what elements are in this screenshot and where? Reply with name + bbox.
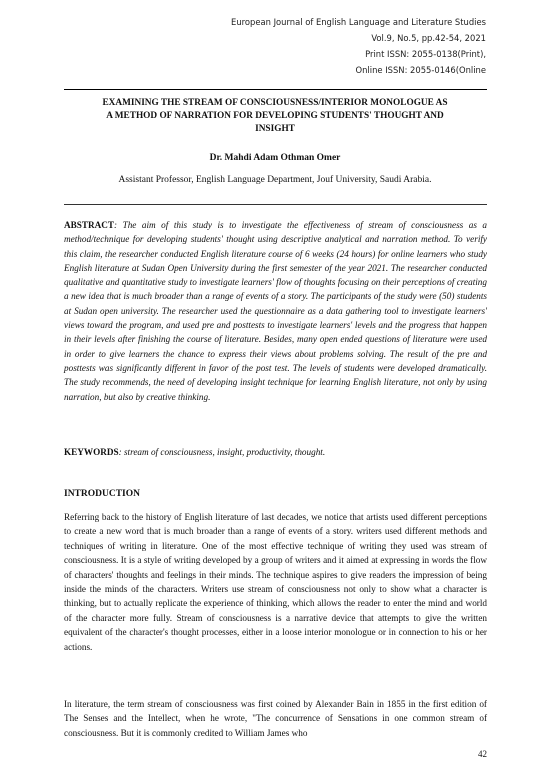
journal-name: European Journal of English Language and Literature Studies xyxy=(231,17,486,27)
abstract-text: : The aim of this study is to investigate the effectiveness of stream of consciousness as a method/technique for developing students' thought using descriptive analytical and narration method. To verify this claim, the researcher conducted English literature course of 6 weeks (24 hours) for online learners who study English literature at Sudan Open University during the first semester of the year 2021. The researcher conducted qualitative and quantitative study to investigate learners' flow of thoughts focusing on their perceptions of creating a new idea that is much broader than a range of events of a story. The participants of the study were (50) students at Sudan open university. The researcher used the questionnaire as a data gathering tool to investigate learners' views toward the program, and used pre and posttests to investigate learners' levels and the progress that happen in their levels after finishing the course of literature. Besides, many open ended questions of literature were used in order to give learners the chance to express their views about problems solving. The result of the pre and posttests was significantly different in favor of the post test. The levels of students were developed dramatically. The study recommends, the need of developing insight technique for learning English literature, not only by using narration, but also by creative thinking. xyxy=(64,220,487,402)
intro-paragraph-1: Referring back to the history of English literature of last decades, we notice that artists used different perceptions to create a new word that is much broader than a range of events of a story. writers used different methods and techniques of writing in literature. One of the most effective technique of writing they used was stream of consciousness. It is a style of writing developed by a group of writers and it aimed at expressing in words the flow of characters' thoughts and feelings in their minds. The technique aspires to give readers the impression of being inside the minds of the characters. Writers use stream of consciousness not only to show what a character is thinking, but to actually replicate the experience of thinking, which allows the reader to enter the mind and world of the character more fully. Stream of consciousness is a narrative device that attempts to give the written equivalent of the character's thought processes, either in a loose interior monologue or in connection to his or her actions. xyxy=(64,512,487,652)
intro-paragraph-2: In literature, the term stream of consciousness was first coined by Alexander Bain in 1855 in the first edition of The Senses and the Intellect, when he wrote, "The concurrence of Sensations in one common stream of consciousness. But it is commonly credited to William James who xyxy=(64,699,487,738)
author-name: Dr. Mahdi Adam Othman Omer xyxy=(209,153,341,163)
header-rule xyxy=(64,89,487,90)
journal-header xyxy=(186,14,486,78)
keywords xyxy=(64,447,487,457)
journal-volume: Vol.9, No.5, pp.42-54, 2021 xyxy=(371,33,486,43)
abstract-label: ABSTRACT xyxy=(64,220,115,230)
paper-title xyxy=(60,97,490,136)
author-affiliation: Assistant Professor, English Language Department, Jouf University, Saudi Arabia. xyxy=(118,175,432,185)
section-divider xyxy=(64,204,487,205)
abstract xyxy=(64,218,487,404)
online-issn: Online ISSN: 2055-0146(Online xyxy=(355,65,486,75)
print-issn: Print ISSN: 2055-0138(Print), xyxy=(365,49,486,59)
title-line-2: A METHOD OF NARRATION FOR DEVELOPING STUDENTS' THOUGHT AND xyxy=(106,111,444,121)
keywords-text: : stream of consciousness, insight, productivity, thought. xyxy=(118,447,326,457)
page-number: 42 xyxy=(478,749,487,759)
title-line-3: INSIGHT xyxy=(255,124,295,134)
title-line-1: EXAMINING THE STREAM OF CONSCIOUSNESS/INTERIOR MONOLOGUE AS xyxy=(102,98,448,108)
keywords-label: KEYWORDS xyxy=(64,447,119,457)
section-heading-introduction: INTRODUCTION xyxy=(64,489,141,499)
